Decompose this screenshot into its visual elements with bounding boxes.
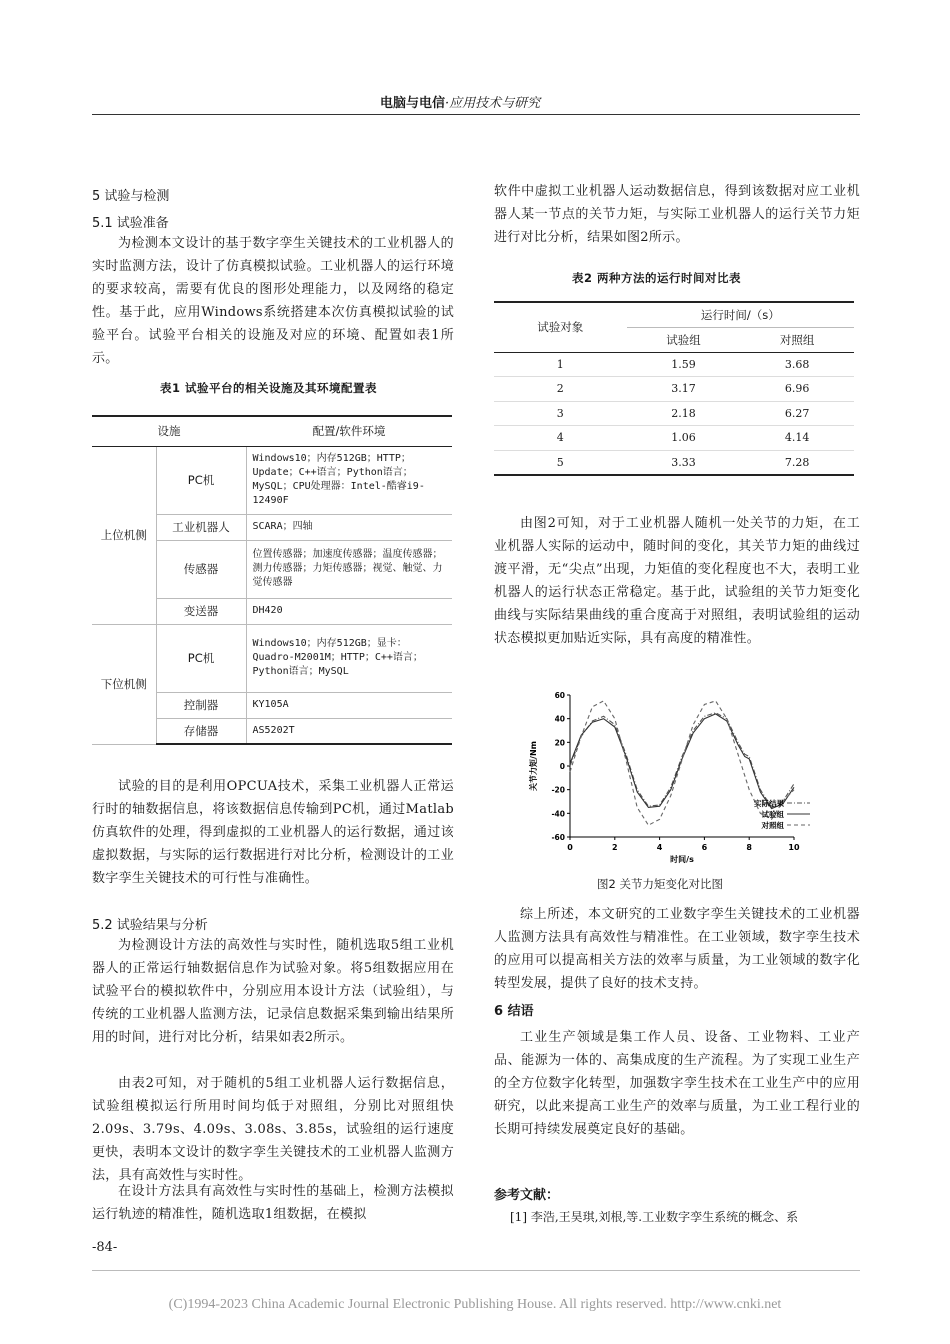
table-2-cell: 3: [494, 401, 627, 426]
table-2-cell: 4.14: [740, 426, 854, 451]
table-1-cell: 控制器: [156, 692, 246, 718]
table-row: [494, 377, 854, 402]
table-1-cell: DH420: [246, 598, 452, 624]
table-row: [494, 450, 854, 475]
right-paragraph-2: 由图2可知，对于工业机器人随机一处关节的力矩，在工业机器人实际的运动中，随时间的变化，其关节力矩的曲线过渡平滑，无“尖点”出现，力矩值的变化程度也不大，表明工业机器人的运行状态正常稳定。基于此，试验组的关节力矩变化曲线与实际结果曲线的重合度高于对照组，表明试验组的运动状态模拟更加贴近实际，具有高度的精准性。: [494, 516, 860, 646]
table-2-caption: 表2 两种方法的运行时间对比表: [572, 271, 742, 285]
table-2-cell: 6.27: [740, 401, 854, 426]
journal-section: ·应用技术与研究: [445, 96, 541, 111]
table-2-cell: 6.96: [740, 377, 854, 402]
table-2-header-time: 运行时间/（s）: [627, 302, 854, 327]
table-1-cell: 存储器: [156, 718, 246, 744]
header-rule: [92, 114, 860, 115]
table-2-header-test: 试验组: [627, 327, 741, 352]
copyright-footer: (C)1994-2023 China Academic Journal Electronic Publishing House. All rights reserved. http://www.cnki.net: [168, 1297, 782, 1312]
y-tick-label: 0: [559, 762, 565, 771]
table-1-upper-group: 上位机侧: [92, 446, 156, 624]
x-tick-label: 2: [612, 843, 618, 852]
table-1-cell: 位置传感器；加速度传感器；温度传感器；测力传感器；力矩传感器；视觉、触觉、力觉传感器: [246, 540, 452, 598]
x-tick-label: 0: [567, 843, 573, 852]
joint-torque-chart: [528, 685, 840, 865]
table-2-cell: 7.28: [740, 450, 854, 475]
y-tick-label: 60: [554, 691, 565, 700]
right-paragraph-1: 软件中虚拟工业机器人运动数据信息，得到该数据对应工业机器人某一节点的关节力矩，与实际工业机器人的运行关节力矩进行对比分析，结果如图2所示。: [494, 184, 860, 245]
journal-header: [380, 92, 680, 111]
table-1-header-facility: 设施: [92, 416, 246, 446]
section-5-1-heading: 5.1 试验准备: [92, 216, 169, 231]
reference-item: [1] 李浩,王昊琪,刘根,等.工业数字孪生系统的概念、系: [510, 1210, 799, 1224]
table-2-cell: 2.18: [627, 401, 741, 426]
table-2-header-control: 对照组: [740, 327, 854, 352]
left-paragraph-4: 由表2可知，对于随机的5组工业机器人运行数据信息，试验组模拟运行所用时间均低于对照组，分别比对照组快2.09s、3.79s、4.09s、3.08s、3.85s，试验组的运行速度更快，表明本文设计的数字孪生关键技术的工业机器人监测方法，具有高效性与实时性。: [92, 1076, 454, 1183]
table-1-cell: 变送器: [156, 598, 246, 624]
x-axis-title: 时间/s: [670, 855, 694, 864]
references-heading: 参考文献：: [494, 1188, 560, 1203]
table-1-cell: AS5202T: [246, 718, 452, 744]
x-tick-label: 6: [701, 843, 708, 852]
legend-label: 实际结果: [754, 799, 784, 808]
table-1-cell: PC机: [156, 624, 246, 692]
table-2-cell: 1.06: [627, 426, 741, 451]
left-paragraph-3: 为检测设计方法的高效性与实时性，随机选取5组工业机器人的正常运行轴数据信息作为试验对象。将5组数据应用在试验平台的模拟软件中，分别应用本设计方法（试验组），与传统的工业机器人监测方法，记录信息数据采集到输出结果所用的时间，进行对比分析，结果如表2所示。: [92, 938, 454, 1045]
x-tick-label: 8: [746, 843, 752, 852]
y-tick-label: 20: [554, 738, 565, 748]
table-row: [494, 426, 854, 451]
journal-name: 电脑与电信: [380, 96, 446, 111]
table-1-cell: SCARA；四轴: [246, 514, 452, 540]
table-1-header-config: 配置/软件环境: [246, 416, 452, 446]
table-1-cell: 工业机器人: [156, 514, 246, 540]
table-row: [494, 352, 854, 377]
table-1-cell: PC机: [156, 446, 246, 514]
left-paragraph-2: 试验的目的是利用OPCUA技术，采集工业机器人正常运行时的轴数据信息，将该数据信息传输到PC机，通过Matlab仿真软件的处理，得到虚拟的工业机器人的运行数据，通过该虚拟数据，与实际的运行数据进行对比分析，检测设计的工业数字孪生关键技术的可行性与准确性。: [92, 779, 454, 886]
left-paragraph-5: 在设计方法具有高效性与实时性的基础上，检测方法模拟运行轨迹的精准性，随机选取1组数据，在模拟: [92, 1184, 454, 1222]
table-2-cell: 5: [494, 450, 627, 475]
x-tick-label: 4: [656, 843, 663, 852]
footer-rule: [92, 1270, 860, 1271]
left-paragraph-1: 为检测本文设计的基于数字孪生关键技术的工业机器人的实时监测方法，设计了仿真模拟试验。工业机器人的运行环境的要求较高，需要有优良的图形处理能力，以及网络的稳定性。基于此，应用Windows系统搭建本次仿真模拟试验的试验平台。试验平台相关的设施及对应的环境、配置如表1所示。: [92, 236, 454, 366]
section-5-heading: 5 试验与检测: [92, 189, 170, 204]
table-2-cell: 3.17: [627, 377, 741, 402]
right-paragraph-4: 工业生产领域是集工作人员、设备、工业物料、工业产品、能源为一体的、高集成度的生产流程。为了实现工业生产的全方位数字化转型，加强数字孪生技术在工业生产中的应用研究，以此来提高工业生产的效率与质量，为工业工程行业的长期可持续发展奠定良好的基础。: [494, 1030, 860, 1137]
table-1-cell: KY105A: [246, 692, 452, 718]
section-6-heading: 6 结语: [494, 1004, 534, 1019]
table-1-lower-group: 下位机侧: [92, 624, 156, 744]
table-row: [494, 401, 854, 426]
table-1-caption: 表1 试验平台的相关设施及其环境配置表: [160, 381, 378, 395]
table-1-cell: Windows10；内存512GB；显卡：Quadro-M2001M；HTTP；C++语言；Python语言；MySQL: [246, 624, 452, 692]
y-axis-title: 关节力矩/Nm: [529, 741, 538, 791]
y-tick-label: -20: [551, 785, 565, 795]
legend-label: 试验组: [761, 810, 784, 819]
table-1: [92, 415, 452, 745]
page-number: -84-: [92, 1240, 118, 1255]
figure-2-caption: 图2 关节力矩变化对比图: [597, 877, 723, 891]
table-1-cell: 传感器: [156, 540, 246, 598]
table-2-cell: 2: [494, 377, 627, 402]
y-tick-label: 40: [554, 714, 565, 724]
table-1-cell: Windows10；内存512GB；HTTP；Update；C++语言；Python语言；MySQL；CPU处理器：Intel-酷睿i9-12490F: [246, 446, 452, 514]
y-tick-label: -60: [551, 833, 565, 842]
section-5-2-heading: 5.2 试验结果与分析: [92, 918, 208, 933]
right-paragraph-3: 综上所述，本文研究的工业数字孪生关键技术的工业机器人监测方法具有高效性与精准性。在工业领域，数字孪生技术的应用可以提高相关方法的效率与质量，为工业领域的数字化转型发展，提供了良好的技术支持。: [494, 907, 860, 991]
table-2-cell: 1: [494, 352, 627, 377]
table-2-cell: 3.33: [627, 450, 741, 475]
table-2: [494, 301, 854, 476]
table-2-cell: 1.59: [627, 352, 741, 377]
table-2-cell: 3.68: [740, 352, 854, 377]
x-tick-label: 10: [788, 843, 800, 852]
table-2-cell: 4: [494, 426, 627, 451]
table-2-header-object: 试验对象: [494, 302, 627, 352]
y-tick-label: -40: [551, 809, 565, 819]
legend-label: 对照组: [761, 821, 784, 830]
